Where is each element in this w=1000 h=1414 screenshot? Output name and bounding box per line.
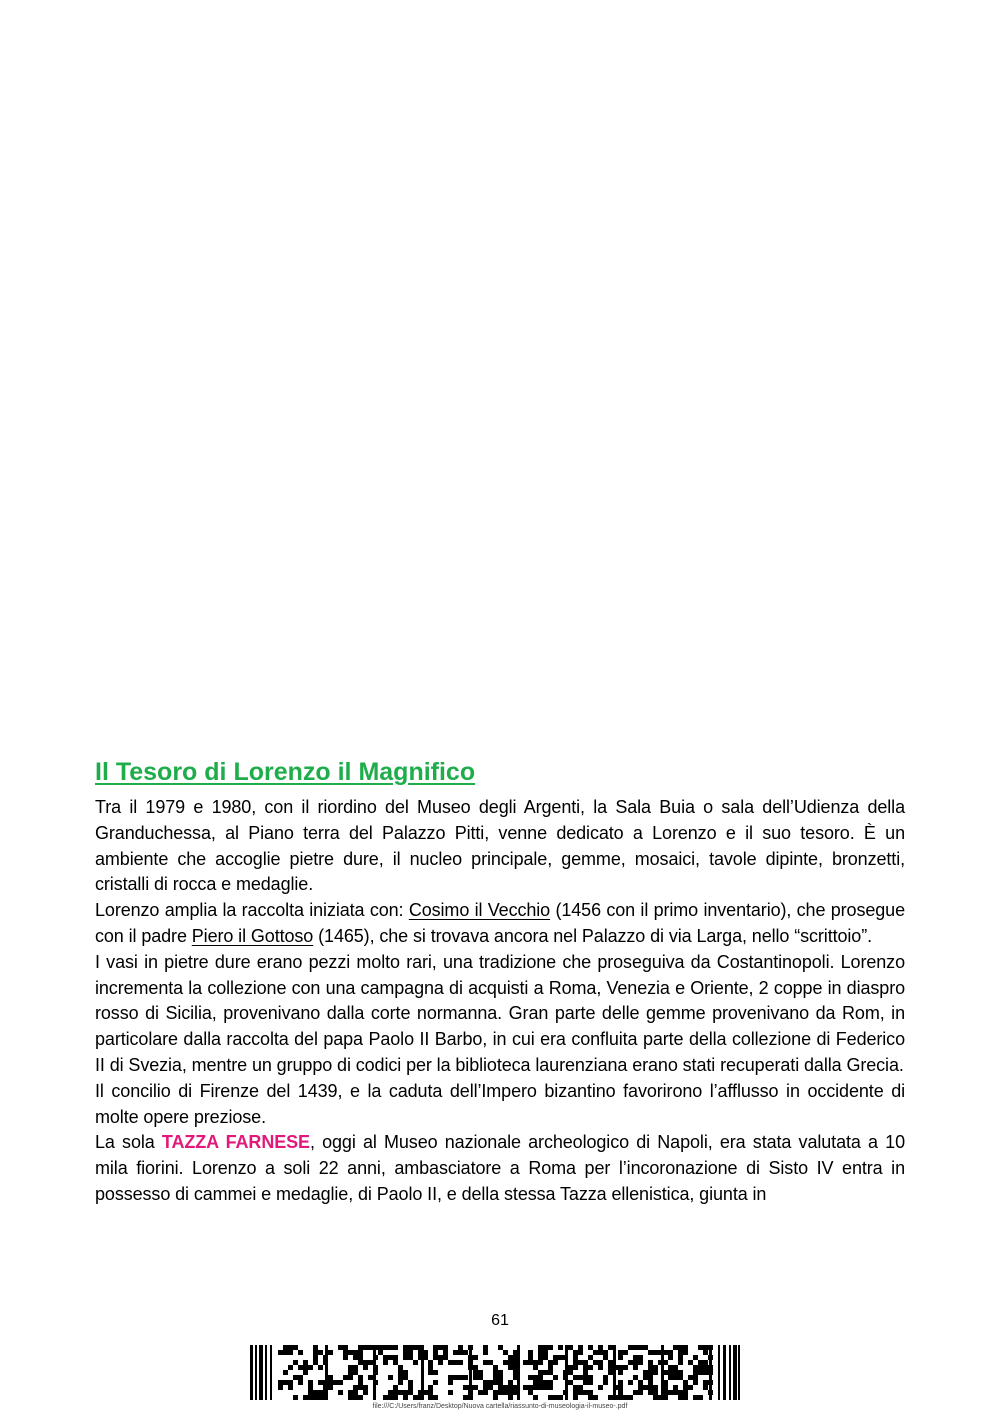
- cosimo-il-vecchio-ref: Cosimo il Vecchio: [408, 900, 551, 921]
- paragraph-2-text-b: (1456 con il primo inventario), che prosegue con il padre: [95, 900, 905, 946]
- piero-il-gottoso-ref: Piero il Gottoso: [191, 925, 314, 946]
- file-path: file:///C:/Users/franz/Desktop/Nuova cartella/riassunto-di-museologia-il-museo-.pdf: [372, 1403, 628, 1410]
- paragraph-2-text-a: Lorenzo amplia la raccolta iniziata con:: [95, 900, 409, 921]
- paragraph-5-text-a: La sola: [95, 1132, 162, 1153]
- paragraph-2-text-c: (1465), che si trovava ancora nel Palazzo di via Larga, nello “scrittoio”.: [313, 925, 873, 946]
- tazza-farnese-highlight: TAZZA FARNESE: [161, 1132, 310, 1153]
- page-content: [95, 755, 905, 1208]
- paragraph-2: [95, 898, 905, 950]
- paragraph-5: [95, 1130, 905, 1207]
- paragraph-3: I vasi in pietre dure erano pezzi molto rari, una tradizione che proseguiva da Costantinopoli. Lorenzo incrementa la collezione con una campagna di acquisti a Roma, Venezia e Oriente, 2 coppe in diaspro rosso di Sicilia, provenivano dalla corte normanna. Gran parte delle gemme provenivano da Rom, in particolare dalla raccolta del papa Paolo II Barbo, in cui era confluita parte della collezione di Federico II di Svezia, mentre un gruppo di codici per la biblioteca laurenziana erano stati recuperati dalla Grecia.: [95, 951, 905, 1075]
- barcode-icon: [250, 1345, 740, 1400]
- paragraph-4: Il concilio di Firenze del 1439, e la caduta dell’Impero bizantino favorirono l’afflusso in occidente di molte opere preziose.: [95, 1080, 905, 1127]
- page-number: 61: [491, 1312, 509, 1329]
- paragraph-5-text-b: , oggi al Museo nazionale archeologico di Napoli, era stata valutata a 10 mila fiorini. Lorenzo a soli 22 anni, ambasciatore a Roma per l’incoronazione di Sisto IV entra in possesso di cammei e medaglie, di Paolo II, e della stessa Tazza ellenistica, giunta in: [95, 1132, 905, 1204]
- section-title: Il Tesoro di Lorenzo il Magnifico: [95, 758, 476, 786]
- paragraph-1: Tra il 1979 e 1980, con il riordino del Museo degli Argenti, la Sala Buia o sala dell’Udienza della Granduchessa, al Piano terra del Palazzo Pitti, venne dedicato a Lorenzo e il suo tesoro. È un ambiente che accoglie pietre dure, il nucleo principale, gemme, mosaici, tavole dipinte, bronzetti, cristalli di rocca e medaglie.: [95, 797, 905, 895]
